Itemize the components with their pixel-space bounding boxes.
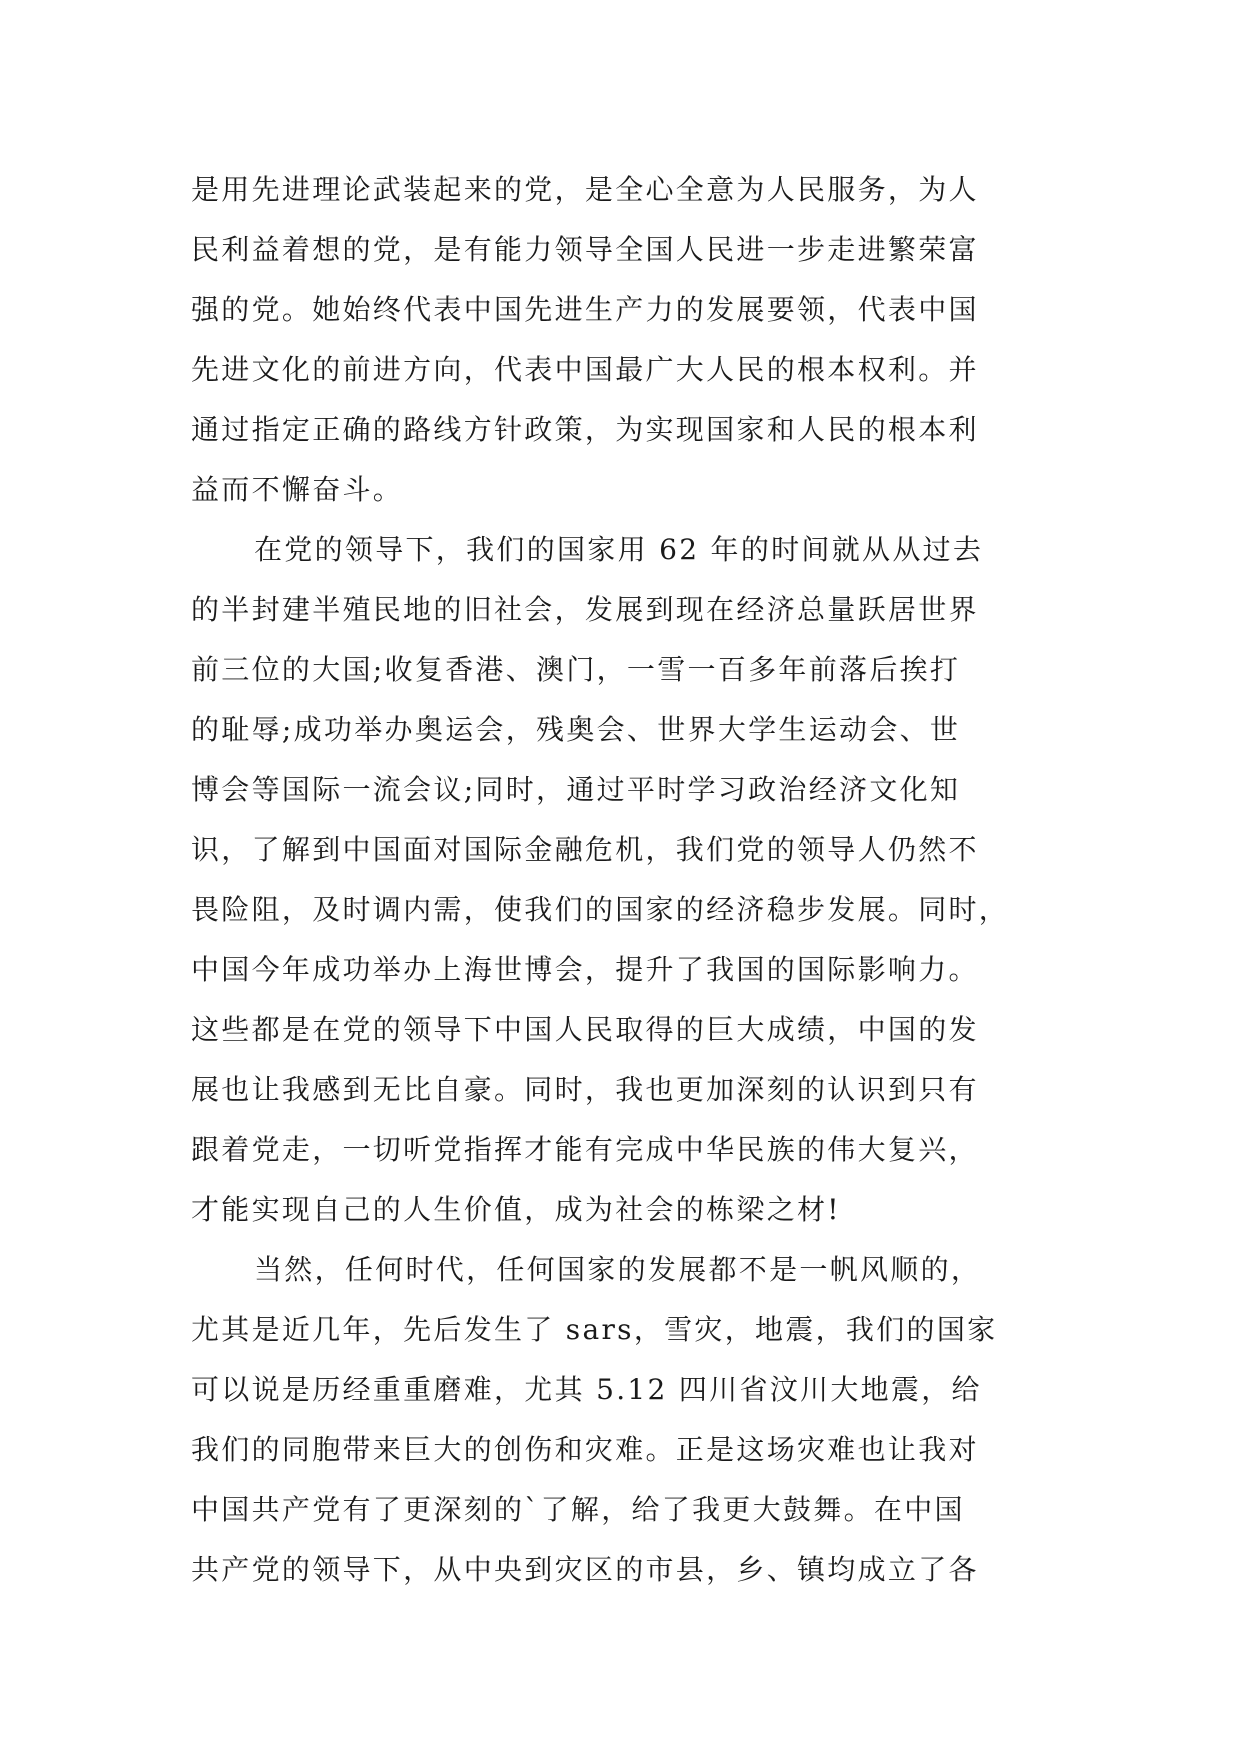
text-line: 益而不懈奋斗。 <box>191 473 404 506</box>
text-line: 跟着党走，一切听党指挥才能有完成中华民族的伟大复兴， <box>191 1133 979 1166</box>
text-line: 畏险阻，及时调内需，使我们的国家的经济稳步发展。同时， <box>191 893 1010 926</box>
text-line: 民利益着想的党，是有能力领导全国人民进一步走进繁荣富 <box>191 233 979 266</box>
text-line: 可以说是历经重重磨难，尤其 5.12 四川省汶川大地震，给 <box>191 1373 982 1406</box>
text-line: 我们的同胞带来巨大的创伤和灾难。正是这场灾难也让我对 <box>191 1433 979 1466</box>
text-line: 尤其是近几年，先后发生了 sars，雪灾，地震，我们的国家 <box>191 1313 998 1346</box>
text-line: 中国今年成功举办上海世博会，提升了我国的国际影响力。 <box>191 953 979 986</box>
text-line: 是用先进理论武装起来的党，是全心全意为人民服务，为人 <box>191 173 979 206</box>
text-line: 强的党。她始终代表中国先进生产力的发展要领，代表中国 <box>191 293 979 326</box>
body-text <box>191 160 1071 1600</box>
text-line: 中国共产党有了更深刻的`了解，给了我更大鼓舞。在中国 <box>191 1493 965 1526</box>
text-line: 博会等国际一流会议;同时，通过平时学习政治经济文化知 <box>191 773 961 806</box>
text-line: 的耻辱;成功举办奥运会，残奥会、世界大学生运动会、世 <box>191 713 961 746</box>
text-line: 前三位的大国;收复香港、澳门，一雪一百多年前落后挨打 <box>191 653 961 686</box>
paragraph-first-line: 当然，任何时代，任何国家的发展都不是一帆风顺的， <box>254 1253 982 1286</box>
text-line: 先进文化的前进方向，代表中国最广大人民的根本权利。并 <box>191 353 979 386</box>
text-line: 才能实现自己的人生价值，成为社会的栋梁之材! <box>191 1193 841 1226</box>
text-line: 识，了解到中国面对国际金融危机，我们党的领导人仍然不 <box>191 833 979 866</box>
text-line: 共产党的领导下，从中央到灾区的市县，乡、镇均成立了各 <box>191 1553 979 1586</box>
text-line: 展也让我感到无比自豪。同时，我也更加深刻的认识到只有 <box>191 1073 979 1106</box>
text-line: 的半封建半殖民地的旧社会，发展到现在经济总量跃居世界 <box>191 593 979 626</box>
paragraph-first-line: 在党的领导下，我们的国家用 62 年的时间就从从过去 <box>254 533 984 566</box>
text-line: 通过指定正确的路线方针政策，为实现国家和人民的根本利 <box>191 413 979 446</box>
text-line: 这些都是在党的领导下中国人民取得的巨大成绩，中国的发 <box>191 1013 979 1046</box>
